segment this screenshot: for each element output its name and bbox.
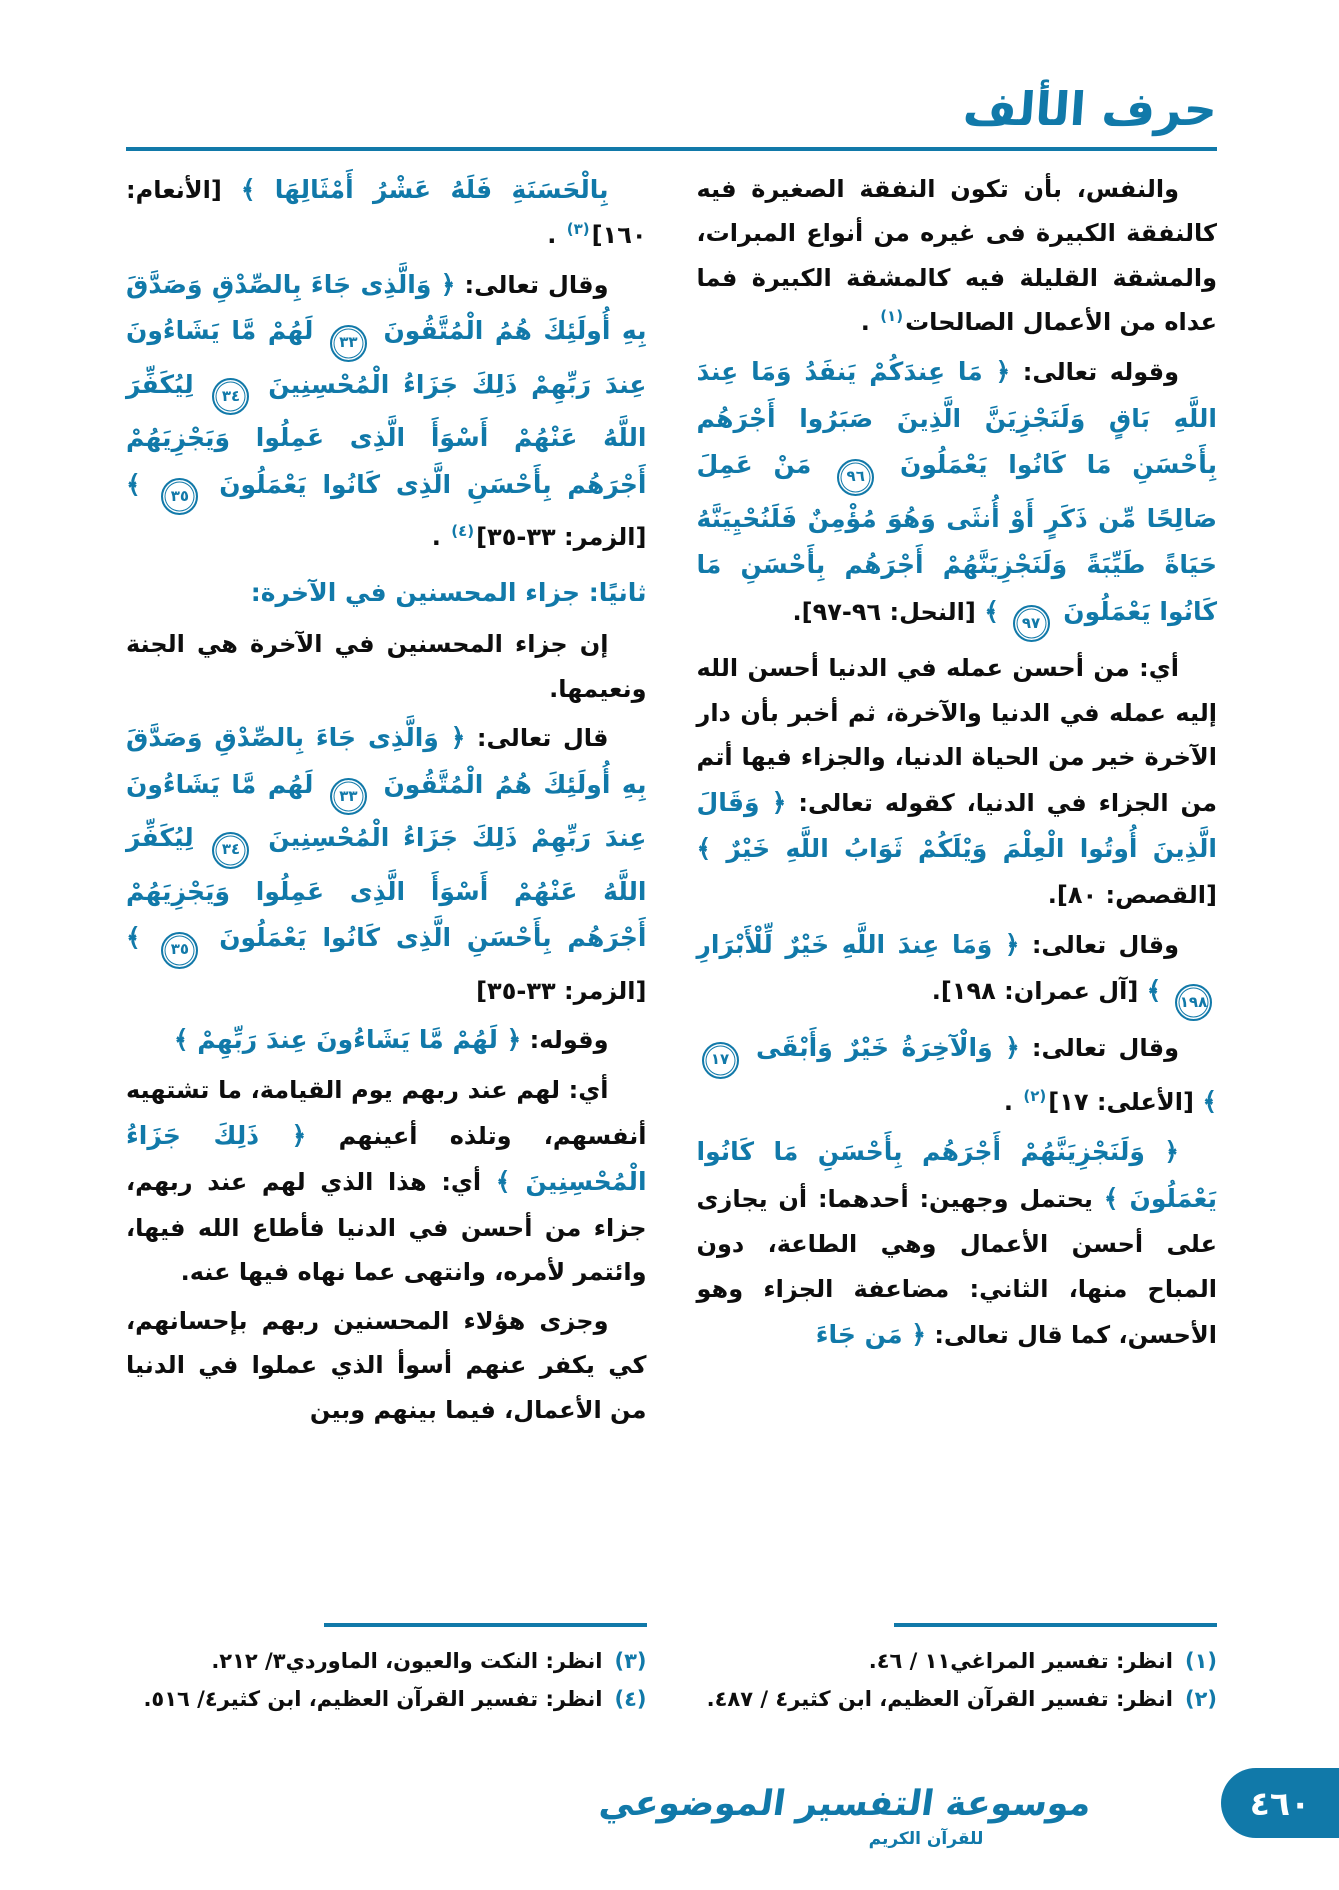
- publisher-logo-subtitle: للقرآن الكريم: [868, 1829, 984, 1850]
- verse-reference: [القصص: ٨٠].: [1047, 880, 1217, 909]
- aya-number-medallion: ١٩٨: [1175, 984, 1212, 1021]
- body-text: وقال تعالى:: [1019, 1034, 1179, 1063]
- quran-verse-text: ﴾: [984, 596, 1008, 626]
- footnotes-right: [697, 1623, 1218, 1727]
- footnote-item: [697, 1643, 1218, 1681]
- footnote-item: [126, 1681, 647, 1719]
- aya-number-medallion: ١٧: [702, 1042, 739, 1079]
- publisher-logo-title: موسوعة التفسير الموضوعي: [596, 1784, 1094, 1825]
- verse-reference: [النحل: ٩٦-٩٧].: [792, 597, 985, 626]
- body-text: أي: من أحسن عمله في الدنيا أحسن الله إليه عمله في الدنيا والآخرة، ثم أخبر بأن دار الآخرة خير من الحياة الدنيا، والجزاء فيها أتم من الجزاء في الدنيا، كقوله تعالى:: [696, 654, 1217, 817]
- paragraph: [126, 262, 647, 560]
- paragraph: [126, 715, 647, 1013]
- paragraph: [126, 1068, 647, 1295]
- quran-verse-text: ﴿ مَا عِندَكُمْ يَنفَدُ وَمَا عِندَ اللَّهِ بَاقٍ وَلَنَجْزِيَنَّ الَّذِينَ صَبَرُوا أَجْرَهُم بِأَحْسَنِ مَا كَانُوا يَعْمَلُونَ: [696, 357, 1217, 480]
- page-number-badge: ٤٦٠: [1221, 1768, 1339, 1838]
- verse-reference: [الزمر: ٣٣-٣٥]: [476, 976, 647, 1005]
- quran-verse-text: ﴾: [126, 923, 157, 953]
- quran-verse-text: ﴿ وَالْآخِرَةُ خَيْرٌ وَأَبْقَى: [743, 1033, 1020, 1063]
- body-text: قال تعالى:: [465, 724, 609, 753]
- quran-verse-text: ﴿ مَن جَاءَ: [815, 1319, 926, 1349]
- quran-verse-text: ﴾: [126, 469, 157, 499]
- aya-number-medallion: ٣٣: [330, 778, 367, 815]
- quran-verse-text: ﴿ ذَلِكَ جَزَاءُ الْمُحْسِنِينَ ﴾: [126, 1120, 647, 1197]
- footnote-marker: (١): [880, 307, 904, 326]
- aya-number-medallion: ٣٤: [212, 378, 249, 415]
- paragraph: [126, 167, 647, 258]
- footnotes-left: [126, 1623, 647, 1727]
- footnote-number: (١): [1184, 1649, 1217, 1673]
- body-text: .: [860, 308, 879, 337]
- verse-reference: [آل عمران: ١٩٨].: [931, 977, 1147, 1005]
- footnote-number: (٤): [614, 1686, 647, 1711]
- body-text: وقال تعالى:: [1019, 930, 1180, 959]
- footnote-text: انظر: النكت والعيون، الماوردي٣/ ٢١٢.: [211, 1649, 603, 1673]
- body-text: .: [431, 523, 450, 552]
- paragraph: [126, 1299, 647, 1433]
- page-header: [0, 0, 1339, 151]
- body-text: أي: لهم عند ربهم يوم القيامة، ما تشتهيه أنفسهم، وتلذه أعينهم: [126, 1075, 647, 1150]
- column-right: [697, 167, 1218, 1727]
- footnote-marker: (٤): [451, 522, 475, 541]
- aya-number-medallion: ٩٧: [1013, 605, 1050, 642]
- paragraph: [697, 1025, 1218, 1125]
- body-text: إن جزاء المحسنين في الآخرة هي الجنة ونعيمها.: [126, 630, 647, 703]
- body-text: والنفس، بأن تكون النفقة الصغيرة فيه كالنفقة الكبيرة فى غيره من أنواع المبرات، والمشقة القليلة فيه كالمشقة الكبيرة فما عداه من الأعمال الصالحات: [696, 174, 1217, 337]
- quran-verse-text: ﴿ وَالَّذِى جَاءَ بِالصِّدْقِ وَصَدَّقَ بِهِ أُولَئِكَ هُمُ الْمُتَّقُونَ: [126, 723, 647, 799]
- footnote-marker: (٣): [566, 220, 590, 239]
- footnote-divider: [894, 1623, 1217, 1627]
- paragraph: [126, 1017, 647, 1064]
- column-right-text: [697, 167, 1218, 1363]
- body-text: وجزى هؤلاء المحسنين ربهم بإحسانهم، كي يكفر عنهم أسوأ الذي عملوا في الدنيا من الأعمال، فيما بينهم وبين: [126, 1306, 647, 1425]
- footnote-text: انظر: تفسير القرآن العظيم، ابن كثير٤ / ٤٨٧.: [706, 1686, 1173, 1711]
- aya-number-medallion: ٣٤: [212, 832, 249, 869]
- quran-verse-text: ﴿ وَمَا عِندَ اللَّهِ خَيْرٌ لِّلْأَبْرَارِ: [696, 929, 1020, 959]
- quran-verse-text: بِالْحَسَنَةِ فَلَهُ عَشْرُ أَمْثَالِهَا ﴾: [240, 174, 609, 204]
- paragraph: [697, 922, 1218, 1022]
- aya-number-medallion: ٣٣: [330, 325, 367, 362]
- quran-verse-text: ﴿ وَقَالَ الَّذِينَ أُوتُوا الْعِلْمَ وَيْلَكُمْ ثَوَابُ اللَّهِ خَيْرٌ ﴾: [696, 787, 1217, 864]
- paragraph: [697, 646, 1218, 918]
- aya-number-medallion: ٣٥: [161, 478, 198, 515]
- section-heading: [126, 570, 647, 617]
- footnote-marker: (٢): [1023, 1086, 1047, 1105]
- aya-number-medallion: ٣٥: [161, 932, 198, 969]
- chapter-title: حرف الألف: [961, 82, 1219, 136]
- body-text: أي: هذا الذي لهم عند ربهم، جزاء من أحسن في الدنيا فأطاع الله فيها، وائتمر لأمره، وانتهى عما نهاه فيها عنه.: [126, 1168, 647, 1287]
- body-text: وقال تعالى:: [455, 270, 609, 299]
- paragraph: [697, 167, 1218, 346]
- footnote-text: انظر: تفسير المراغي١١ / ٤٦.: [868, 1649, 1173, 1673]
- footnote-item: [126, 1643, 647, 1681]
- column-left-text: [126, 167, 647, 1437]
- verse-reference: [الزمر: ٣٣-٣٥]: [476, 523, 647, 552]
- quran-verse-text: ﴿ لَهُمْ مَّا يَشَاءُونَ عِندَ رَبِّهِمْ ﴾: [173, 1025, 522, 1055]
- quran-verse-text: ﴿ وَلَنَجْزِيَنَّهُمْ أَجْرَهُم بِأَحْسَنِ مَا كَانُوا يَعْمَلُونَ ﴾: [696, 1137, 1218, 1213]
- body-text: يحتمل وجهين: أحدهما: أن يجازى على أحسن الأعمال وهي الطاعة، دون المباح منها، الثاني: مضاعفة الجزاء وهو الأحسن، كما قال تعالى:: [696, 1184, 1217, 1349]
- body-text: .: [547, 221, 565, 250]
- footnote-number: (٣): [614, 1649, 647, 1673]
- quran-verse-text: ﴿ وَالَّذِى جَاءَ بِالصِّدْقِ وَصَدَّقَ بِهِ أُولَئِكَ هُمُ الْمُتَّقُونَ: [126, 269, 647, 346]
- paragraph: [697, 349, 1218, 642]
- footnote-divider: [324, 1623, 647, 1627]
- quran-verse-text: لِيُكَفِّرَ اللَّهُ عَنْهُمْ أَسْوَأَ الَّذِى عَمِلُوا وَيَجْزِيَهُمْ أَجْرَهُم بِأَحْسَنِ الَّذِى كَانُوا يَعْمَلُونَ: [126, 369, 647, 499]
- body-text: وقوله:: [521, 1026, 609, 1055]
- publisher-logo: [596, 1784, 1094, 1850]
- verse-reference: [الأعلى: ١٧]: [1048, 1087, 1203, 1116]
- quran-verse-text: ﴾: [1202, 1086, 1217, 1116]
- verse-reference: [الأنعام: ١٦٠]: [126, 175, 647, 250]
- footnote-number: (٢): [1184, 1686, 1217, 1711]
- quran-verse-text: مَنْ عَمِلَ صَالِحًا مِّن ذَكَرٍ أَوْ أُنثَى وَهُوَ مُؤْمِنٌ فَلَنُحْيِيَنَّهُ حَيَاةً طَيِّبَةً وَلَنَجْزِيَنَّهُمْ أَجْرَهُم بِأَحْسَنِ مَا كَانُوا يَعْمَلُونَ: [696, 450, 1217, 626]
- paragraph: [126, 622, 647, 711]
- paragraph: [697, 1129, 1218, 1358]
- quran-verse-text: لِيُكَفِّرَ اللَّهُ عَنْهُمْ أَسْوَأَ الَّذِى عَمِلُوا وَيَجْزِيَهُمْ أَجْرَهُم بِأَحْسَنِ الَّذِى كَانُوا يَعْمَلُونَ: [126, 823, 647, 953]
- quran-verse-text: ﴾: [1146, 976, 1170, 1005]
- column-left: [126, 167, 647, 1727]
- body-text: وقوله تعالى:: [1010, 358, 1179, 387]
- footnote-list-left: [126, 1643, 647, 1719]
- footnote-text: انظر: تفسير القرآن العظيم، ابن كثير٤/ ٥١٦.: [143, 1686, 603, 1711]
- footnote-item: [697, 1681, 1218, 1719]
- two-column-body: [0, 151, 1339, 1727]
- body-text: .: [1003, 1087, 1022, 1116]
- quran-verse-text: لَهُمْ مَّا يَشَاءُونَ عِندَ رَبِّهِمْ ذَلِكَ جَزَاءُ الْمُحْسِنِينَ: [126, 316, 647, 399]
- aya-number-medallion: ٩٦: [837, 459, 874, 496]
- body-text: ثانيًا: جزاء المحسنين في الآخرة:: [250, 577, 647, 607]
- footnote-list-right: [697, 1643, 1218, 1719]
- quran-verse-text: لَهُم مَّا يَشَاءُونَ عِندَ رَبِّهِمْ ذَلِكَ جَزَاءُ الْمُحْسِنِينَ: [126, 769, 647, 853]
